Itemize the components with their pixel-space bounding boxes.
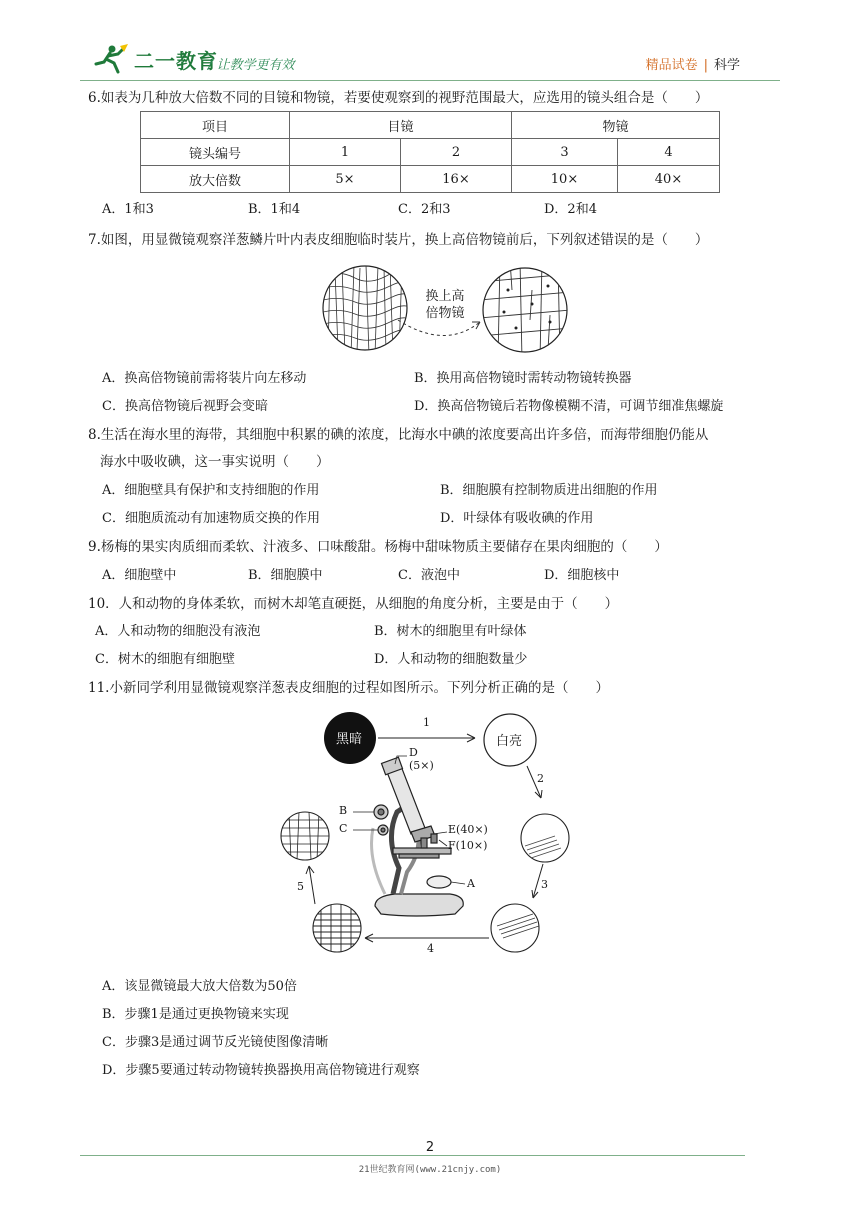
q7-option-b: B．换用高倍物镜时需转动物镜转换器 [414,371,632,386]
label-e: E(40×) [448,823,488,836]
q10-option-a: A．人和动物的细胞没有液泡 [95,624,261,639]
q8-option-c: C．细胞质流动有加速物质交换的作用 [102,511,320,526]
q9-option-b: B．细胞膜中 [248,568,323,583]
page-number: 2 [425,1140,435,1155]
bright-label: 白亮 [496,734,523,749]
q11-option-c: C．步骤3是通过调节反光镜使图像清晰 [102,1035,329,1050]
label-d-magnification: (5×) [409,759,434,772]
q7-option-a: A．换高倍物镜前需将装片向左移动 [102,371,307,386]
table-cell: 1 [290,139,401,166]
table-cell: 10× [512,166,618,193]
label-d-letter: D [409,746,418,759]
q7-option-d: D．换高倍物镜后若物像模糊不清，可调节细准焦螺旋 [414,399,724,414]
table-cell: 40× [618,166,720,193]
table-cell: 镜头编号 [141,139,290,166]
q9-option-a: A．细胞壁中 [102,568,177,583]
table-cell: 放大倍数 [141,166,290,193]
q11-figure [275,708,575,968]
dark-label: 黑暗 [336,732,363,747]
step-5-label: 5 [297,880,304,893]
header-right [646,54,740,73]
q9-option-d: D．细胞核中 [544,568,620,583]
q8-option-b: B．细胞膜有控制物质进出细胞的作用 [440,483,658,498]
lens-table [140,111,720,193]
question-7-stem: 7.如图，用显微镜观察洋葱鳞片叶内表皮细胞临时装片，换上高倍物镜前后，下列叙述错误的是（ ） [88,232,709,248]
table-cell: 4 [618,139,720,166]
q7-figure-label [420,288,470,322]
label-d [409,746,434,772]
table-row [141,166,720,193]
q11-option-d: D．步骤5要通过转动物镜转换器换用高倍物镜进行观察 [102,1063,420,1078]
q6-option-b: B．1和4 [248,202,301,217]
header-separator: | [703,58,708,73]
q6-option-d: D．2和4 [544,202,597,217]
step-4-label: 4 [427,942,434,955]
q9-option-c: C．液泡中 [398,568,460,583]
table-cell: 16× [401,166,512,193]
label-c: C [339,822,348,835]
slogan: / 让教学更有效 [208,58,295,73]
q11-option-a: A．该显微镜最大放大倍数为50倍 [102,979,297,994]
question-11-stem: 11.小新同学利用显微镜观察洋葱表皮细胞的过程如图所示。下列分析正确的是（ ） [88,680,609,696]
header-subject: 科学 [713,58,740,73]
logo-text: 二一教育 [134,48,218,73]
table-row [141,112,720,139]
question-8-stem-line2: 海水中吸收碘，这一事实说明（ ） [100,454,330,470]
footer-divider [80,1155,745,1156]
microscope-icon [372,757,464,916]
label-f: F(10×) [448,839,488,852]
table-cell: 5× [290,166,401,193]
figure-label-line: 倍物镜 [425,306,465,321]
q7-figure [320,260,570,360]
table-cell: 2 [401,139,512,166]
q6-option-a: A．1和3 [102,202,154,217]
footer-site: 21世纪教育网(www.21cnjy.com) [358,1165,502,1175]
q8-option-a: A．细胞壁具有保护和支持细胞的作用 [102,483,320,498]
question-9-stem: 9.杨梅的果实肉质细而柔软、汁液多、口味酸甜。杨梅中甜味物质主要储存在果肉细胞的（ ） [88,539,668,555]
table-row [141,139,720,166]
header-tag: 精品试卷 [645,58,698,73]
label-a: A [467,877,475,890]
step-2-label: 2 [537,772,544,785]
label-b: B [339,804,348,817]
table-cell: 目镜 [290,112,512,139]
q7-option-c: C．换高倍物镜后视野会变暗 [102,399,268,414]
header-divider [80,80,780,81]
q10-option-d: D．人和动物的细胞数量少 [374,652,528,667]
step-3-label: 3 [541,878,548,891]
q6-option-c: C．2和3 [398,202,451,217]
q10-option-c: C．树木的细胞有细胞壁 [95,652,235,667]
question-6-stem: 6.如表为几种放大倍数不同的目镜和物镜，若要使观察到的视野范围最大，应选用的镜头组合是（ ） [88,90,709,106]
table-cell: 3 [512,139,618,166]
page-header [80,40,780,86]
table-cell: 物镜 [512,112,720,139]
question-10-stem: 10．人和动物的身体柔软，而树木却笔直硬挺，从细胞的角度分析，主要是由于（ ） [88,596,619,612]
q8-option-d: D．叶绿体有吸收碘的作用 [440,511,594,526]
q10-option-b: B．树木的细胞里有叶绿体 [374,624,527,639]
runner-logo-icon [90,44,130,74]
logo [90,44,218,74]
question-8-stem-line1: 8.生活在海水里的海带，其细胞中积累的碘的浓度，比海水中碘的浓度要高出许多倍，而海带细胞仍能从 [88,427,709,443]
step-1-label: 1 [423,716,430,729]
table-cell: 项目 [141,112,290,139]
q11-option-b: B．步骤1是通过更换物镜来实现 [102,1007,289,1022]
figure-label-line: 换上高 [425,289,465,304]
